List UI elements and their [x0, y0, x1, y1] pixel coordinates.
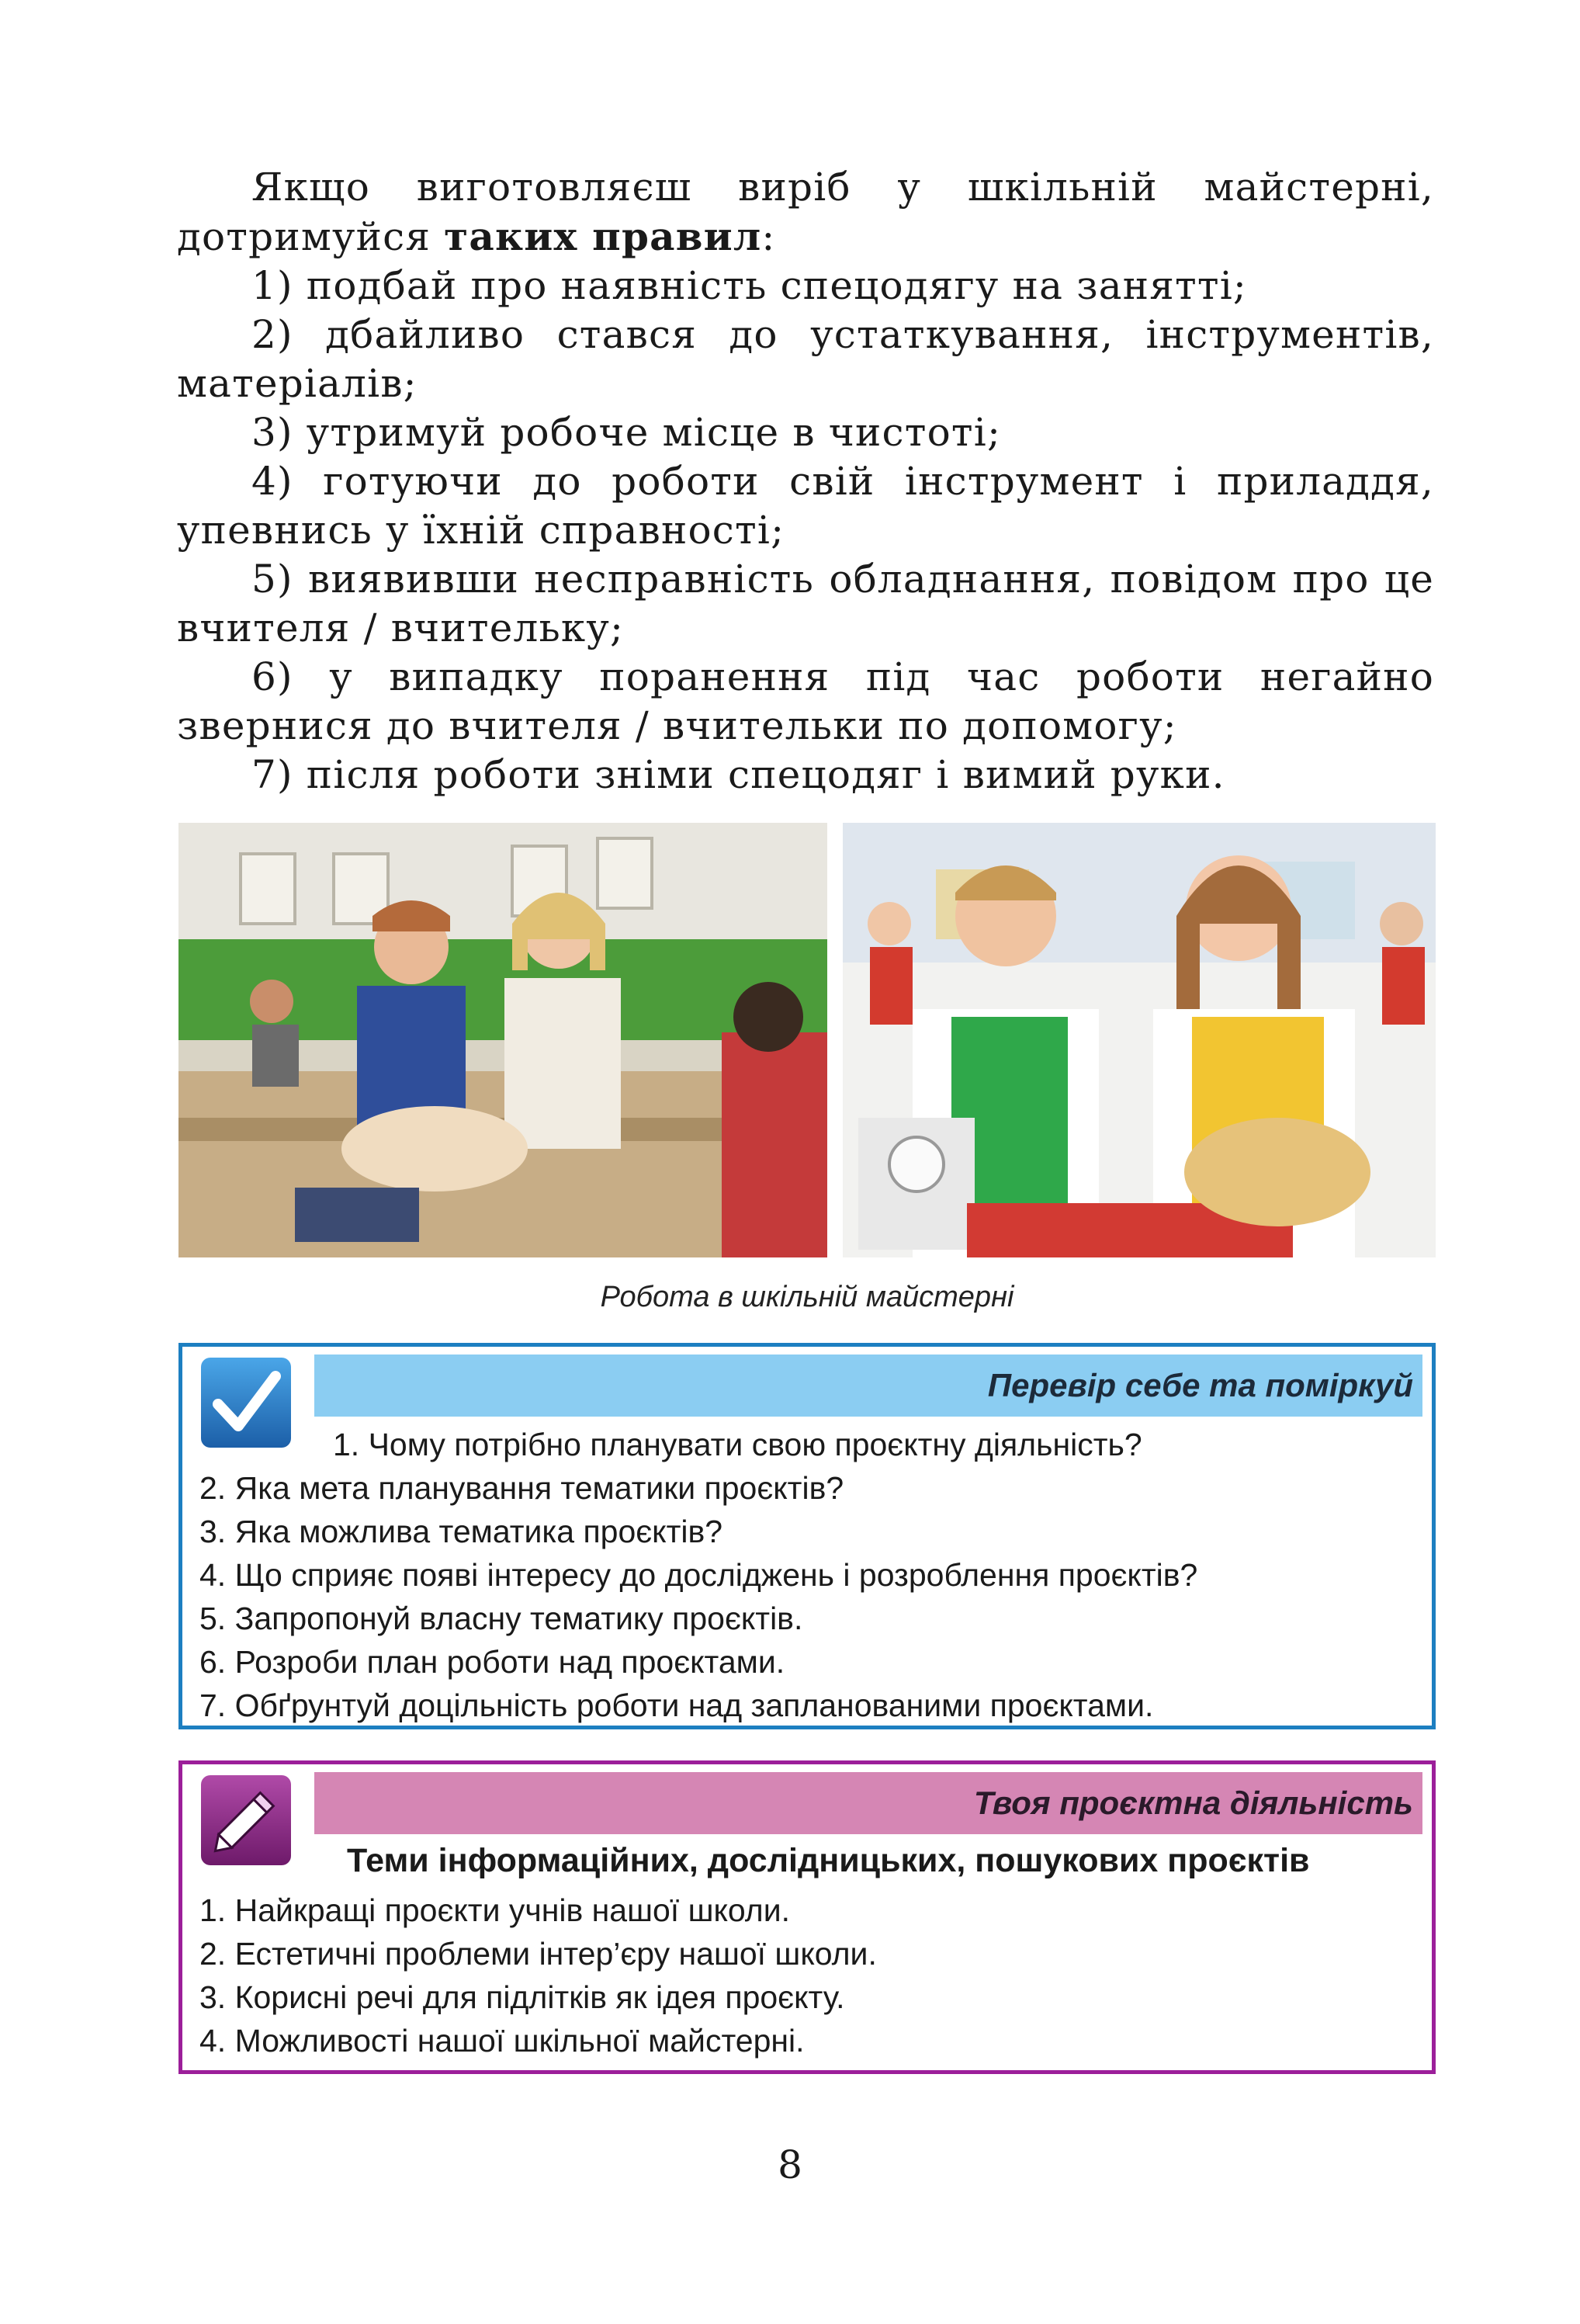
rule-item: 6) у випадку поранення під час роботи негайно звернися до вчителя / вчительки по допомогу; — [177, 654, 1434, 748]
rules-lead-end: : — [761, 214, 776, 259]
question-item: 1. Чому потрібно планувати свою проєктну діяльність? — [333, 1427, 1142, 1462]
check-questions — [199, 1423, 1416, 1727]
rule-item: 3) утримуй робоче місце в чистоті; — [251, 410, 1002, 455]
topic-item: 4. Можливості нашої шкільної майстерні. — [199, 2023, 805, 2059]
rule-item: 4) готуючи до роботи свій інструмент і приладдя, упевнись у їхній справності; — [177, 459, 1434, 553]
page-number: 8 — [778, 2142, 802, 2187]
rule-item: 7) після роботи зніми спецодяг і вимий руки. — [251, 752, 1225, 797]
photo-row — [178, 823, 1436, 1257]
question-item: 4. Що сприяє появі інтересу до досліджень і розроблення проєктів? — [199, 1557, 1198, 1593]
photo-caption: Робота в шкільній майстерні — [600, 1281, 1014, 1313]
rule-item: 1) подбай про наявність спецодягу на занятті; — [251, 263, 1247, 308]
question-item: 7. Обґрунтуй доцільність роботи над запланованими проєктами. — [199, 1688, 1154, 1723]
check-yourself-box — [178, 1343, 1436, 1729]
question-item: 6. Розроби план роботи над проєктами. — [199, 1644, 785, 1680]
rules-text — [177, 163, 1434, 800]
rules-lead — [177, 163, 1434, 262]
rules-lead-text: Якщо виготовляєш виріб у шкільній майстерні, дотримуйся — [177, 165, 1434, 259]
rule-item: 2) дбайливо стався до устаткування, інструментів, матеріалів; — [177, 312, 1434, 406]
question-item: 5. Запропонуй власну тематику проєктів. — [199, 1601, 803, 1636]
topic-item: 1. Найкращі проєкти учнів нашої школи. — [199, 1892, 790, 1928]
project-topics-subtitle: Теми інформаційних, дослідницьких, пошукових проєктів — [347, 1842, 1310, 1879]
rule-item: 5) виявивши несправність обладнання, повідом про це вчителя / вчительку; — [177, 557, 1434, 650]
kitchen-photo — [843, 823, 1436, 1257]
check-yourself-title: Перевір себе та поміркуй — [314, 1355, 1422, 1417]
project-activity-title: Твоя проєктна діяльність — [314, 1772, 1422, 1834]
question-item: 2. Яка мета планування тематики проєктів? — [199, 1470, 844, 1506]
project-topics — [199, 1839, 1416, 2062]
topic-item: 2. Естетичні проблеми інтер’єру нашої школи. — [199, 1936, 877, 1972]
rules-lead-bold: таких правил — [444, 213, 762, 259]
question-item: 3. Яка можлива тематика проєктів? — [199, 1514, 723, 1549]
project-activity-box — [178, 1760, 1436, 2074]
topic-item: 3. Корисні речі для підлітків як ідея проєкту. — [199, 1979, 845, 2015]
workshop-photo — [178, 823, 827, 1257]
